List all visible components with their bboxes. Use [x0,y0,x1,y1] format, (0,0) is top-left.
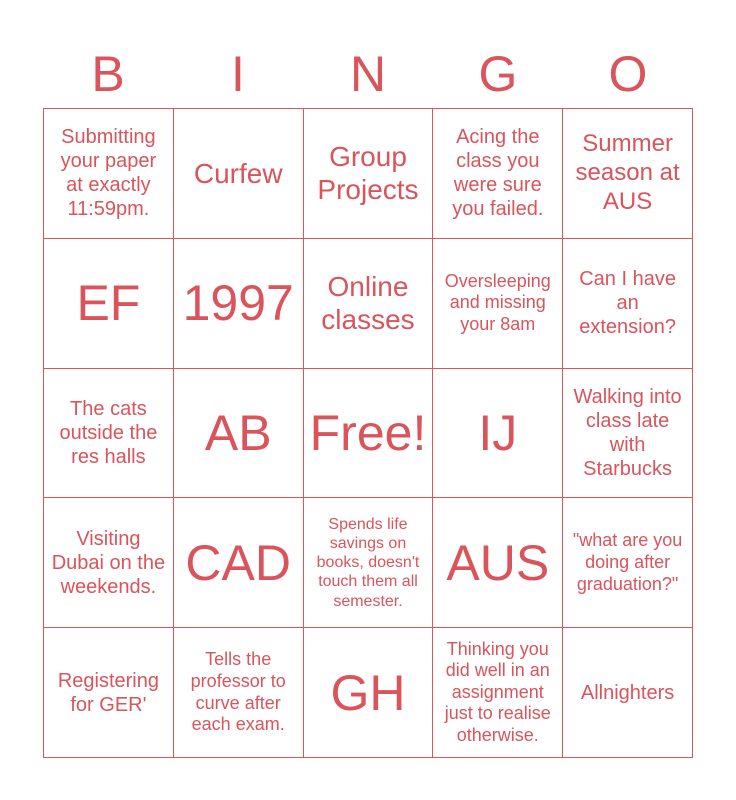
bingo-cell[interactable]: Spends life savings on books, doesn't touch them all semester. [304,498,434,628]
bingo-cell[interactable]: "what are you doing after graduation?" [563,498,693,628]
bingo-cell[interactable]: Walking into class late with Starbucks [563,369,693,499]
bingo-cell[interactable]: Oversleeping and missing your 8am [433,239,563,369]
bingo-grid [43,108,693,758]
header-letter-n: N [349,46,387,102]
header-letter-g: G [478,46,518,102]
bingo-cell[interactable]: Submitting your paper at exactly 11:59pm. [44,109,174,239]
header-letter-i: I [231,46,245,102]
bingo-cell[interactable]: CAD [174,498,304,628]
bingo-cell[interactable]: Allnighters [563,628,693,758]
bingo-cell[interactable]: Online classes [304,239,434,369]
header-letter-b: B [91,46,125,102]
bingo-cell[interactable]: AUS [433,498,563,628]
bingo-cell[interactable]: AB [174,369,304,499]
bingo-cell[interactable]: Registering for GER' [44,628,174,758]
bingo-cell[interactable]: The cats outside the res halls [44,369,174,499]
bingo-cell[interactable]: Visiting Dubai on the weekends. [44,498,174,628]
bingo-cell[interactable]: Acing the class you were sure you failed. [433,109,563,239]
free-space-cell[interactable]: Free! [304,369,434,499]
bingo-cell[interactable]: Summer season at AUS [563,109,693,239]
bingo-cell[interactable]: IJ [433,369,563,499]
bingo-cell[interactable]: EF [44,239,174,369]
bingo-cell[interactable]: Group Projects [304,109,434,239]
bingo-cell[interactable]: Tells the professor to curve after each exam. [174,628,304,758]
bingo-cell[interactable]: Can I have an extension? [563,239,693,369]
bingo-cell[interactable]: GH [304,628,434,758]
bingo-cell[interactable]: Curfew [174,109,304,239]
bingo-cell[interactable]: Thinking you did well in an assignment just to realise otherwise. [433,628,563,758]
bingo-header [43,40,693,108]
bingo-cell[interactable]: 1997 [174,239,304,369]
header-letter-o: O [608,46,648,102]
